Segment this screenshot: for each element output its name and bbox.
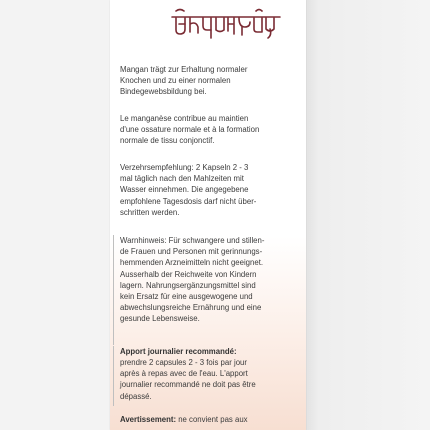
french-warning-heading: Avertissement: bbox=[120, 415, 177, 424]
german-dosage-paragraph bbox=[120, 162, 302, 218]
package-label bbox=[110, 0, 306, 430]
german-dosage-text: 2 Kapseln 2 - 3 mal täglich nach den Mahlzeiten mit Wasser einnehmen. Die angegebene empfohlene Tagesdosis darf nicht über- schritten werden. bbox=[120, 163, 257, 217]
french-intro-text: Le manganèse contribue au maintien d'une ossature normale et à la formation normale de tissu conjonctif. bbox=[120, 114, 260, 146]
french-warning-text: ne convient pas aux bbox=[176, 415, 248, 424]
background-left bbox=[0, 0, 110, 430]
french-warning-paragraph bbox=[120, 414, 302, 425]
german-warning-text: Warnhinweis: Für schwangere und stillen- de Frauen und Personen mit gerinnungs- hemmenden Arzneimitteln nicht geeignet. Ausserhalb der Reichweite von Kindern lagern. Nahrungsergänzungsmittel sind kein Ersatz für eine ausgewogene und abwechslungsreiche Ernährung und eine gesunde Lebensweise. bbox=[120, 236, 265, 324]
french-dosage-heading: Apport journalier recommandé: bbox=[120, 347, 237, 356]
section-divider-line bbox=[113, 235, 114, 345]
tibetan-script-emblem bbox=[170, 8, 282, 42]
german-intro-text: Mangan trägt zur Erhaltung normaler Knochen und zu einer normalen Bindegewebsbildung bei. bbox=[120, 65, 248, 97]
package-panel bbox=[110, 0, 306, 430]
package-side-edge bbox=[306, 0, 430, 430]
french-dosage-text: prendre 2 capsules 2 - 3 fois par jour après à repas avec de l'eau. L'apport journalier recommandé ne doit pas être dépassé. bbox=[120, 358, 256, 401]
german-dosage-heading: Verzehrsempfehlung: bbox=[120, 163, 194, 172]
section-divider-line-2 bbox=[113, 346, 114, 406]
